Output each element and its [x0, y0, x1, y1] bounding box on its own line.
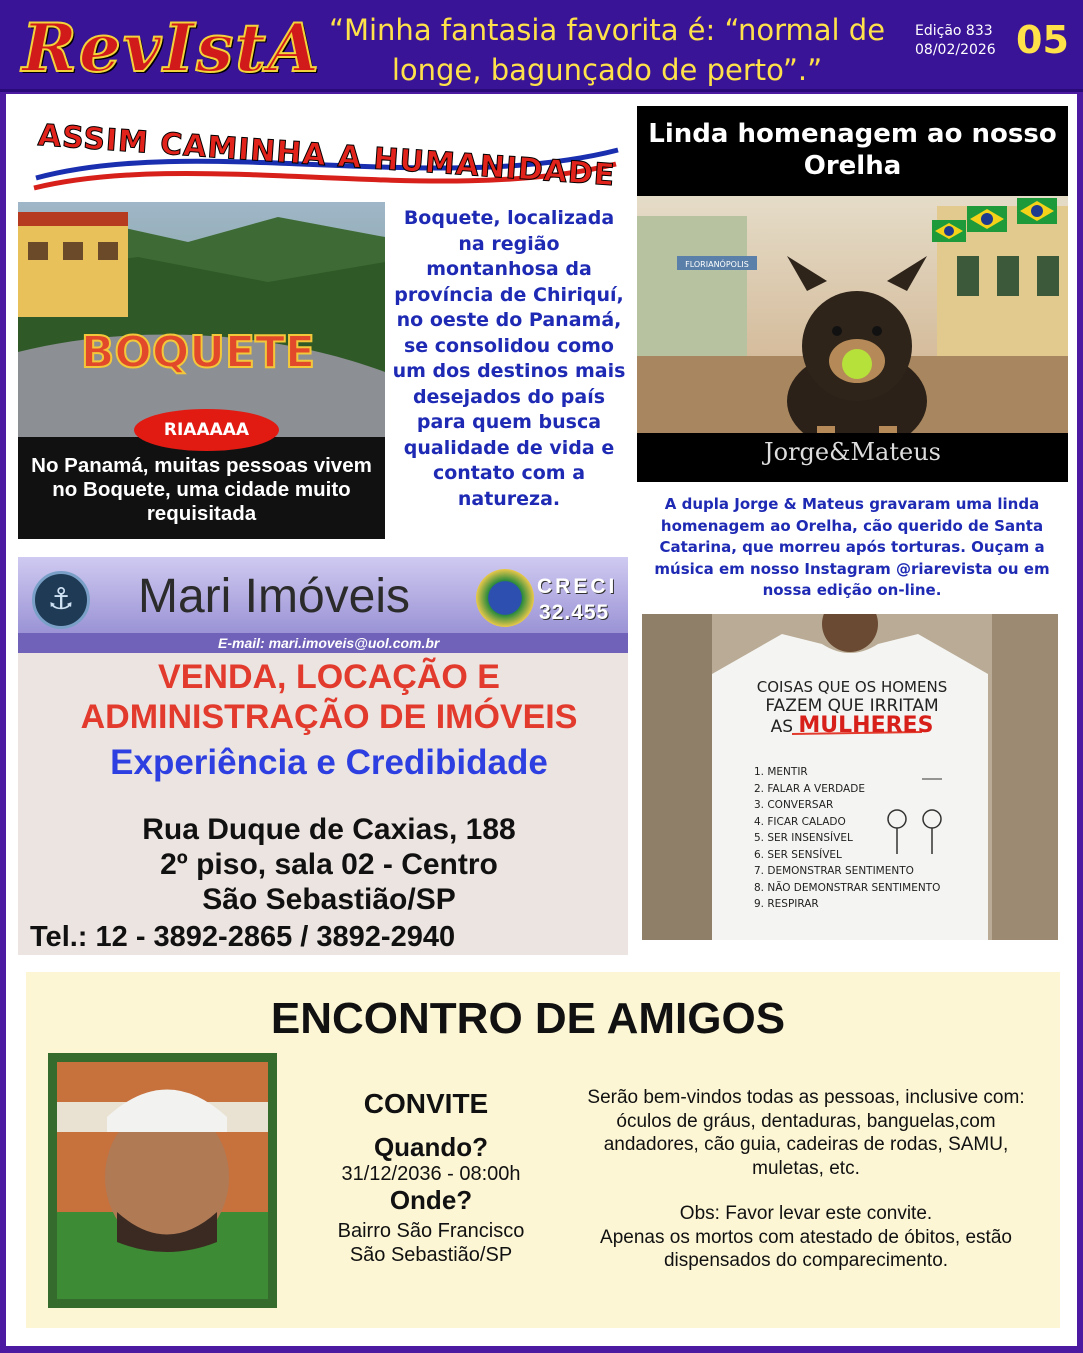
encontro-onde: Onde?	[389, 1185, 473, 1215]
brazil-coat-of-arms-icon	[476, 569, 534, 627]
creci-label: CRECI	[537, 575, 618, 598]
tshirt-list-item: 6. SER SENSÍVEL	[754, 848, 842, 861]
boquete-caption: No Panamá, muitas pessoas vivem no Boquete, uma cidade muito requisitada	[31, 454, 372, 525]
creci-number: 32.455	[539, 601, 610, 624]
encontro-convite: CONVITE	[363, 1088, 489, 1119]
anchor-icon: ⚓	[32, 571, 90, 629]
encontro-obs1: Obs: Favor levar este convite.	[679, 1203, 933, 1224]
encontro-section	[26, 972, 1060, 1328]
tshirt-list-item: 4. FICAR CALADO	[754, 815, 846, 828]
encontro-photo-frame	[48, 1053, 277, 1308]
riaaaaa-badge: RIAAAAA	[134, 409, 279, 451]
ad-services-line2: ADMINISTRAÇÃO DE IMÓVEIS	[80, 698, 578, 736]
ad-slogan: Experiência e Credibidade	[110, 743, 548, 782]
boquete-sign	[81, 327, 315, 378]
orelha-photo	[637, 196, 1068, 482]
encontro-obs2: Apenas os mortos com atestado de óbitos, estão dispensados do comparecimento.	[600, 1226, 1012, 1271]
mari-imoveis-ad	[18, 557, 628, 955]
edition-label: Edição 833	[915, 23, 993, 39]
person-portrait	[57, 1062, 268, 1299]
ad-services	[18, 657, 628, 737]
page-content	[6, 94, 1077, 1346]
magazine-logo: RevIstA	[22, 9, 321, 87]
encontro-person-photo	[57, 1062, 268, 1299]
tshirt-heading	[732, 678, 972, 737]
tshirt-heading-line3	[732, 713, 972, 738]
encontro-details	[571, 1086, 1041, 1273]
ad-company-name: Mari Imóveis	[138, 570, 411, 623]
ad-address-line2: 2º piso, sala 02 - Centro	[160, 848, 498, 881]
encontro-welcome: Serão bem-vindos todas as pessoas, inclusive com: óculos de gráus, dentaduras, banguelas,com andadores, cão guia, cadeiras de rodas, SAMU, muletas, etc.	[587, 1087, 1025, 1179]
magazine-header	[0, 0, 1083, 92]
orelha-title: Linda homenagem ao nosso Orelha	[637, 106, 1068, 196]
encontro-title: ENCONTRO DE AMIGOS	[270, 994, 786, 1043]
orelha-image-caption: Jorge&Mateus	[764, 438, 941, 466]
ad-address-line1: Rua Duque de Caxias, 188	[142, 813, 516, 846]
encontro-quando: Quando?	[373, 1132, 489, 1162]
tshirt-list-item: 9. RESPIRAR	[754, 898, 819, 910]
orelha-article: A dupla Jorge & Mateus gravaram uma linda homenagem ao Orelha, cão querido de Santa Catarina, que morreu após torturas. Ouçam a música em nosso Instagram @riarevista ou em nossa edição on-line.	[654, 495, 1050, 599]
encontro-date: 31/12/2036 - 08:00h	[341, 1163, 521, 1185]
tshirt-photo	[642, 614, 1058, 940]
header-tagline: “Minha fantasia favorita é: “normal de longe, bagunçado de perto”.”	[328, 13, 886, 87]
tshirt-list-item: 8. NÃO DEMONSTRAR SENTIMENTO	[754, 881, 941, 894]
ad-phone: Tel.: 12 - 3892-2865 / 3892-2940	[30, 921, 456, 953]
edition-info	[915, 22, 996, 60]
edition-date: 08/02/2026	[915, 42, 996, 58]
ad-email: E-mail: mari.imoveis@uol.com.br	[218, 635, 440, 651]
encontro-cidade: São Sebastião/SP	[349, 1244, 513, 1266]
tshirt-heading-line1: COISAS QUE OS HOMENS	[756, 678, 948, 696]
tshirt-heading-line2: FAZEM QUE IRRITAM	[765, 696, 939, 716]
tshirt-list-item: 7. DEMONSTRAR SENTIMENTO	[754, 865, 914, 877]
ad-address-line3: São Sebastião/SP	[202, 883, 456, 916]
ad-address	[18, 812, 628, 917]
page-number: 05	[1016, 18, 1069, 62]
encontro-location	[296, 1219, 566, 1267]
svg-text:BOQUETE: BOQUETE	[80, 327, 316, 378]
headline-title: ASSIM CAMINHA A HUMANIDADE	[36, 118, 617, 194]
tshirt-heading-as: AS	[770, 717, 793, 737]
tshirt-list-item: 3. CONVERSAR	[754, 799, 834, 811]
tshirt-list-item: 2. FALAR A VERDADE	[754, 782, 865, 795]
tshirt-heading-mulheres: MULHERES	[798, 713, 934, 738]
boquete-article: Boquete, localizada na região montanhosa da província de Chiriquí, no oeste do Panamá, se consolidou como um dos destinos mais desejados do país para quem busca qualidade de vida e contato com a natureza.	[392, 207, 626, 510]
ad-services-line1: VENDA, LOCAÇÃO E	[158, 658, 500, 696]
boquete-photo	[18, 202, 385, 539]
svg-text:FLORIANÓPOLIS: FLORIANÓPOLIS	[685, 260, 749, 269]
tshirt-list-item: 5. SER INSENSÍVEL	[754, 832, 853, 844]
tshirt-list-item: 1. MENTIR	[754, 766, 808, 778]
section-headline	[18, 106, 626, 194]
encontro-bairro: Bairro São Francisco	[337, 1220, 525, 1242]
tshirt-list	[754, 764, 954, 913]
